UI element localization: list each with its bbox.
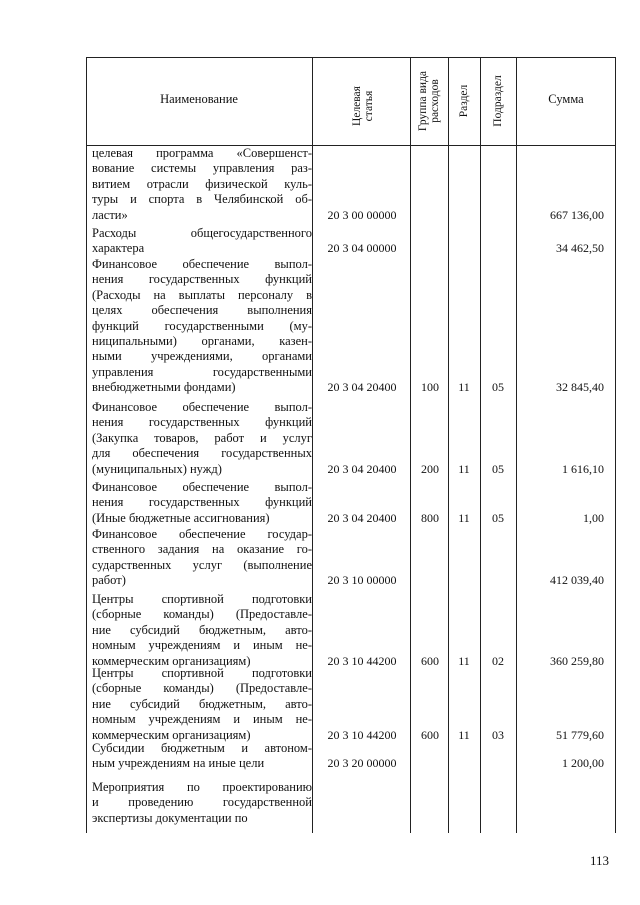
row-name-line: Мероприятия по проектированию [92,780,312,794]
row-name-line: для обеспечения государственных [92,446,312,461]
row-amount: 1 200,00 [562,756,604,771]
row-name [92,592,312,669]
row-name [92,527,312,589]
row-name-line: вование системы управления раз- [92,161,312,176]
header-subsection-text: Подраздел [492,75,504,127]
row-group: 100 [421,380,439,395]
row-section: 11 [458,510,470,525]
row-section: 11 [458,727,470,742]
row-name [92,226,312,257]
row-subsection: 03 [492,727,504,742]
row-name [92,741,312,772]
row-subsection: 02 [492,653,504,668]
header-code-line2: статья [363,90,375,122]
row-name-line: Финансовое обеспечение выпол- [92,480,312,494]
row-code: 20 3 10 00000 [327,573,397,588]
row-amount: 1,00 [583,510,604,525]
row-code: 20 3 04 00000 [327,241,397,256]
row-name-line: характера [92,241,145,256]
row-name-line: и проведению государственной [92,795,312,810]
table-right-border [615,57,616,833]
row-name [92,780,312,826]
row-name-line: номным учреждениям и иным не- [92,712,312,727]
header-section [458,71,470,131]
table-top-border [86,57,616,58]
header-sum: Сумма [548,92,584,106]
row-group: 200 [421,461,439,476]
row-name-line: сударственных услуг (выполнение [92,557,312,572]
row-name [92,146,312,223]
row-name-line: Центры спортивной подготовки [92,592,312,606]
row-amount: 667 136,00 [550,207,604,222]
row-name-line: ние субсидий бюджетным, авто- [92,696,312,711]
row-name-line: ниципальными) органами, казен- [92,334,312,349]
row-amount: 412 039,40 [550,573,604,588]
col-divider-section [480,57,481,833]
row-name-line: номным учреждениям и иным не- [92,638,312,653]
row-name-line: ласти» [92,207,128,222]
col-divider-name [312,57,313,833]
header-group-line1: Группа вида [417,70,429,132]
row-name-line: нения государственных функций [92,272,312,287]
row-amount: 51 779,60 [556,727,604,742]
row-code: 20 3 04 20400 [327,380,397,395]
row-name-line: ние субсидий бюджетным, авто- [92,622,312,637]
row-name-line: (сборные команды) (Предоставле- [92,607,312,622]
header-group-line2: расходов [429,79,441,123]
header-group [417,58,441,144]
row-name-line: функций государственными (му- [92,318,312,333]
header-code-line1: Целевая [351,86,363,126]
row-name-line: работ) [92,573,126,588]
row-subsection: 05 [492,380,504,395]
row-name-line: ственного задания на оказание го- [92,542,312,557]
row-name [92,257,312,396]
row-name-line: Центры спортивной подготовки [92,666,312,680]
row-name-line: (муниципальных) нужд) [92,461,222,476]
row-name [92,400,312,477]
row-code: 20 3 04 20400 [327,510,397,525]
col-divider-subsection [516,57,517,833]
row-name-line: ными учреждениями, органами [92,349,312,364]
header-section-text: Раздел [458,84,470,118]
page-number: 113 [590,853,610,868]
header-code [351,63,375,149]
row-section: 11 [458,653,470,668]
row-name-line: нения государственных функций [92,495,312,510]
row-name-line: коммерческим организациям) [92,653,251,668]
row-name-line: внебюджетными фондами) [92,380,236,395]
row-group: 800 [421,510,439,525]
row-section: 11 [458,461,470,476]
row-code: 20 3 00 00000 [327,207,397,222]
row-amount: 32 845,40 [556,380,604,395]
col-divider-group [448,57,449,833]
row-group: 600 [421,653,439,668]
row-name-line: ным учреждениям на иные цели [92,756,265,771]
row-section: 11 [458,380,470,395]
row-code: 20 3 10 44200 [327,653,397,668]
row-code: 20 3 20 00000 [327,756,397,771]
row-name-line: Финансовое обеспечение выпол- [92,400,312,414]
row-name-line: витием отрасли физической куль- [92,176,312,191]
row-subsection: 05 [492,461,504,476]
row-name-line: целевая программа «Совершенст- [92,146,312,160]
row-name-line: (Иные бюджетные ассигнования) [92,510,270,525]
row-name [92,480,312,526]
row-name-line: Расходы общегосударственного [92,226,312,240]
row-amount: 1 616,10 [562,461,604,476]
row-amount: 34 462,50 [556,241,604,256]
row-name-line: туры и спорта в Челябинской об- [92,192,312,207]
row-name-line: нения государственных функций [92,415,312,430]
row-code: 20 3 10 44200 [327,727,397,742]
row-name-line: экспертизы документации по [92,810,248,825]
row-code: 20 3 04 20400 [327,461,397,476]
row-name-line: управления государственными [92,364,312,379]
header-name: Наименование [160,92,238,106]
row-name-line: (Расходы на выплаты персоналу в [92,287,312,302]
row-name-line: коммерческим организациям) [92,727,251,742]
table-left-border [86,57,87,833]
header-subsection [492,61,504,141]
row-name-line: Финансовое обеспечение выпол- [92,257,312,271]
row-name-line: Субсидии бюджетным и автоном- [92,741,312,755]
row-name-line: (сборные команды) (Предоставле- [92,681,312,696]
col-divider-code [410,57,411,833]
row-name [92,666,312,743]
row-name-line: целях обеспечения выполнения [92,303,312,318]
row-name-line: (Закупка товаров, работ и услуг [92,430,312,445]
row-name-line: Финансовое обеспечение государ- [92,527,312,541]
row-amount: 360 259,80 [550,653,604,668]
row-group: 600 [421,727,439,742]
row-subsection: 05 [492,510,504,525]
